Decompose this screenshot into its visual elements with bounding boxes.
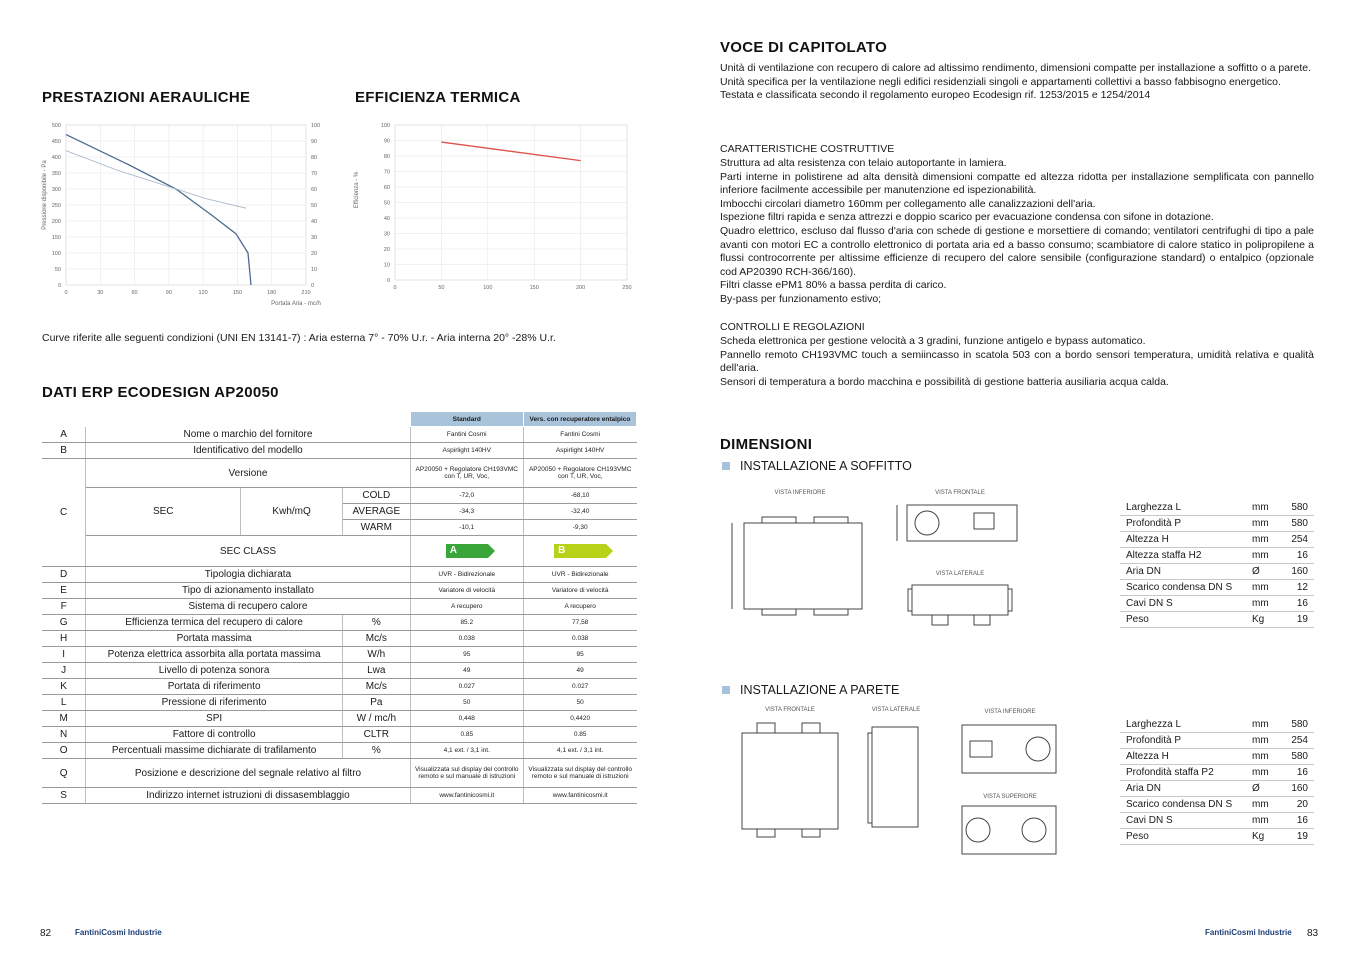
dim-row: Cavi DN S mm 16: [1120, 813, 1314, 829]
dim-row: Larghezza L mm 580: [1120, 500, 1314, 516]
soffitto-title: INSTALLAZIONE A SOFFITTO: [722, 459, 912, 473]
dim-row: Peso Kg 19: [1120, 829, 1314, 845]
x-tick-label: 150: [529, 285, 539, 291]
soffitto-drawings: [722, 485, 1032, 645]
x-tick-label: 60: [131, 290, 138, 296]
x-tick-label: 180: [267, 290, 277, 296]
erp-table: [42, 411, 637, 804]
table-row: N Fattore di controllo CLTR 0.85 0.85: [42, 727, 637, 743]
perf-title: PRESTAZIONI AERAULICHE: [42, 89, 251, 106]
y-tick-label: 100: [380, 123, 390, 129]
dim-row: Cavi DN S mm 16: [1120, 596, 1314, 612]
y-tick-label: 20: [383, 247, 390, 253]
svg-text:VISTA INFERIORE: VISTA INFERIORE: [984, 709, 1036, 715]
col-standard: Standard: [410, 412, 523, 427]
table-row: C Versione AP20050 + Regolatore CH193VMC con T, UR, Voc, AP20050 + Regolatore CH193VMC con T, UR, Voc,: [42, 459, 637, 488]
y2-tick-label: 30: [311, 235, 318, 241]
table-row: M SPI W / mc/h 0,448 0,4420: [42, 711, 637, 727]
parete-drawings: [722, 703, 1072, 863]
x-tick-label: 250: [622, 285, 632, 291]
y-tick-label: 50: [54, 267, 61, 273]
y2-tick-label: 10: [311, 267, 318, 273]
svg-text:VISTA LATERALE: VISTA LATERALE: [935, 571, 985, 577]
y-tick-label: 400: [51, 155, 61, 161]
dim-title: DIMENSIONI: [720, 436, 813, 453]
eff-chart: [350, 115, 640, 295]
x-tick-label: 200: [576, 285, 586, 291]
voce-text: Unità di ventilazione con recupero di calore ad altissimo rendimento, dimensioni compatte per installazione a soffitto o a parete. Unità specifica per la ventilazione negli edifici residenziali singoli e appartamenti collettivi a basso fabbisogno energetico. Testata e classificata secondo il regolamento europeo Ecodesign rif. 1253/2015 e 1254/2014: [720, 62, 1312, 102]
y2-tick-label: 90: [311, 139, 318, 145]
x-tick-label: 0: [393, 285, 397, 291]
class-b-badge: B: [554, 544, 606, 558]
dim-row: Altezza staffa H2 mm 16: [1120, 548, 1314, 564]
eff-ylabel: Efficienza - %: [354, 171, 360, 209]
y-tick-label: 60: [383, 185, 390, 191]
caratt-text: Struttura ad alta resistenza con telaio autoportante in lamiera. Parti interne in polistirene ad alta densità dimensioni compatte ed altezza ridotta per installazione semplificata con pannello inferiore facilmente accessibile per manutenzione ed ispezionabilità. Imbocchi circolari diametro 160mm per collegamento alle canalizzazioni dell'aria. Ispezione filtri rapida e senza attrezzi e doppio scarico per evacuazione condensa con sifone in dotazione. Quadro elettrico, escluso dal flusso d'aria con schede di gestione e morsettiere di comando; ventilatori centrifughi di tipo a pale avanti con motori EC a controllo elettronico di portata aria ed a basso consumo; scambiatore di calore statico in polipropilene a flussi controcorrente per altissime efficienze di recupero del calore sensibile (configurazione standard) o entalpico (opzionale cod AP20390 RCH-366/160). Filtri classe ePM1 80% a bassa perdita di carico. By-pass per funzionamento estivo;: [720, 157, 1314, 305]
erp-title: DATI ERP ECODESIGN AP20050: [42, 384, 279, 401]
y-tick-label: 50: [383, 200, 390, 207]
dim-row: Larghezza L mm 580: [1120, 717, 1314, 733]
y2-tick-label: 50: [311, 203, 318, 209]
table-row: K Portata di riferimento Mc/s 0.027 0.027: [42, 679, 637, 695]
perf-chart: [38, 115, 338, 310]
y-tick-label: 450: [51, 139, 61, 145]
dim-row: Profondità P mm 580: [1120, 516, 1314, 532]
perf-ylabel: Pressione disponibile - Pa: [42, 160, 48, 230]
col-enthalpic: Vers. con recuperatore entalpico: [523, 412, 636, 427]
table-row: F Sistema di recupero calore A recupero A recupero: [42, 599, 637, 615]
dim-row: Altezza H mm 254: [1120, 532, 1314, 548]
dim-row: Aria DN Ø 160: [1120, 564, 1314, 580]
y-tick-label: 350: [51, 171, 61, 177]
y2-tick-label: 80: [311, 155, 318, 161]
dim-table-soffitto: [1120, 500, 1314, 628]
table-row: O Percentuali massime dichiarate di trafilamento % 4,1 ext. / 3,1 int. 4,1 ext. / 3,1 int.: [42, 743, 637, 759]
perf-xlabel: Portata Aria - mc/h: [271, 301, 321, 307]
x-tick-label: 90: [165, 290, 172, 296]
y-tick-label: 150: [51, 235, 61, 241]
y2-tick-label: 100: [311, 123, 321, 129]
table-row: S Indirizzo internet istruzioni di dissasemblaggio www.fantinicosmi.it www.fantinicosmi.it: [42, 788, 637, 804]
page-number-right: 83: [1307, 928, 1319, 939]
dim-row: Altezza H mm 580: [1120, 749, 1314, 765]
dim-row: Scarico condensa DN S mm 20: [1120, 797, 1314, 813]
table-row: H Portata massima Mc/s 0.038 0.038: [42, 631, 637, 647]
x-tick-label: 0: [64, 290, 68, 296]
x-tick-label: 150: [232, 290, 243, 296]
contr-text: Scheda elettronica per gestione velocità a 3 gradini, funzione antigelo e bypass automatico. Pannello remoto CH193VMC touch a semiincasso in scatola 503 con a bordo sensori temperatura, umidità relativa e qualità dell'aria. Sensori di temperatura a bordo macchina e possibilità di gestione batteria ausiliaria acqua calda.: [720, 335, 1314, 388]
table-row: AVERAGE -34,3 -32,40: [42, 504, 637, 520]
table-row: D Tipologia dichiarata UVR - Bidirezionale UVR - Bidirezionale: [42, 567, 637, 583]
conditions-note: Curve riferite alle seguenti condizioni (UNI EN 13141-7) : Aria esterna 7° - 70% U.r. - Aria interna 20° -28% U.r.: [42, 332, 556, 344]
x-tick-label: 120: [198, 290, 208, 296]
y2-tick-label: 60: [311, 187, 318, 193]
svg-text:VISTA INFERIORE: VISTA INFERIORE: [774, 490, 826, 496]
table-row: A Nome o marchio del fornitore Fantini Cosmi Fantini Cosmi: [42, 427, 637, 443]
y-tick-label: 90: [383, 138, 390, 145]
table-row: G Efficienza termica del recupero di calore % 85.2 77,58: [42, 615, 637, 631]
contr-title: CONTROLLI E REGOLAZIONI: [720, 321, 865, 333]
svg-text:VISTA SUPERIORE: VISTA SUPERIORE: [983, 794, 1037, 800]
y2-tick-label: 70: [311, 171, 318, 177]
y-tick-label: 250: [51, 203, 61, 209]
y2-tick-label: 20: [311, 251, 318, 257]
parete-title: INSTALLAZIONE A PARETE: [722, 683, 899, 697]
table-row: I Potenza elettrica assorbita alla portata massima W/h 95 95: [42, 647, 637, 663]
table-row: SEC CLASS A B: [42, 536, 637, 567]
y-tick-label: 100: [51, 251, 61, 257]
y-tick-label: 80: [383, 154, 390, 160]
y-tick-label: 300: [51, 187, 61, 193]
brand-logo-right: FantiniCosmi Industrie: [1205, 928, 1292, 937]
y-tick-label: 30: [383, 231, 390, 238]
voce-title: VOCE DI CAPITOLATO: [720, 39, 888, 56]
x-tick-label: 50: [438, 285, 445, 291]
x-tick-label: 30: [97, 290, 104, 296]
y-tick-label: 500: [51, 123, 61, 129]
eff-title: EFFICIENZA TERMICA: [355, 89, 521, 106]
page-number-left: 82: [40, 928, 52, 939]
y-tick-label: 0: [57, 283, 61, 289]
dim-row: Profondità P mm 254: [1120, 733, 1314, 749]
y2-tick-label: 0: [311, 283, 315, 289]
table-row: SEC Kwh/mQ COLD -72,0 -68,10: [42, 488, 637, 504]
svg-text:VISTA FRONTALE: VISTA FRONTALE: [935, 490, 985, 496]
table-row: E Tipo di azionamento installato Variatore di velocità Variatore di velocità: [42, 583, 637, 599]
dim-row: Scarico condensa DN S mm 12: [1120, 580, 1314, 596]
table-row: B Identificativo del modello Aspirlight 140HV Aspirlight 140HV: [42, 443, 637, 459]
y-tick-label: 0: [386, 278, 390, 284]
brand-logo-left: FantiniCosmi Industrie: [75, 928, 162, 937]
table-row: J Livello di potenza sonora Lwa 49 49: [42, 663, 637, 679]
dim-row: Peso Kg 19: [1120, 612, 1314, 628]
caratt-title: CARATTERISTICHE COSTRUTTIVE: [720, 143, 895, 155]
dim-row: Aria DN Ø 160: [1120, 781, 1314, 797]
dim-table-parete: [1120, 717, 1314, 845]
y-tick-label: 70: [383, 169, 390, 176]
y-tick-label: 40: [383, 216, 390, 222]
y-tick-label: 10: [383, 262, 390, 269]
class-a-badge: A: [446, 544, 488, 558]
svg-text:VISTA LATERALE: VISTA LATERALE: [871, 707, 921, 713]
y2-tick-label: 40: [311, 219, 318, 225]
x-tick-label: 100: [483, 285, 493, 291]
table-row: L Pressione di riferimento Pa 50 50: [42, 695, 637, 711]
table-row: Q Posizione e descrizione del segnale relativo al filtro Visualizzata sul display del controllo remoto e sul manuale di istruzioni Visualizzata sul display del controllo remoto e sul manuale di istruzioni: [42, 759, 637, 788]
dim-row: Profondità staffa P2 mm 16: [1120, 765, 1314, 781]
svg-text:VISTA FRONTALE: VISTA FRONTALE: [765, 707, 815, 713]
x-tick-label: 210: [301, 290, 311, 296]
table-row: WARM -10,1 -9,30: [42, 520, 637, 536]
y-tick-label: 200: [51, 219, 61, 225]
